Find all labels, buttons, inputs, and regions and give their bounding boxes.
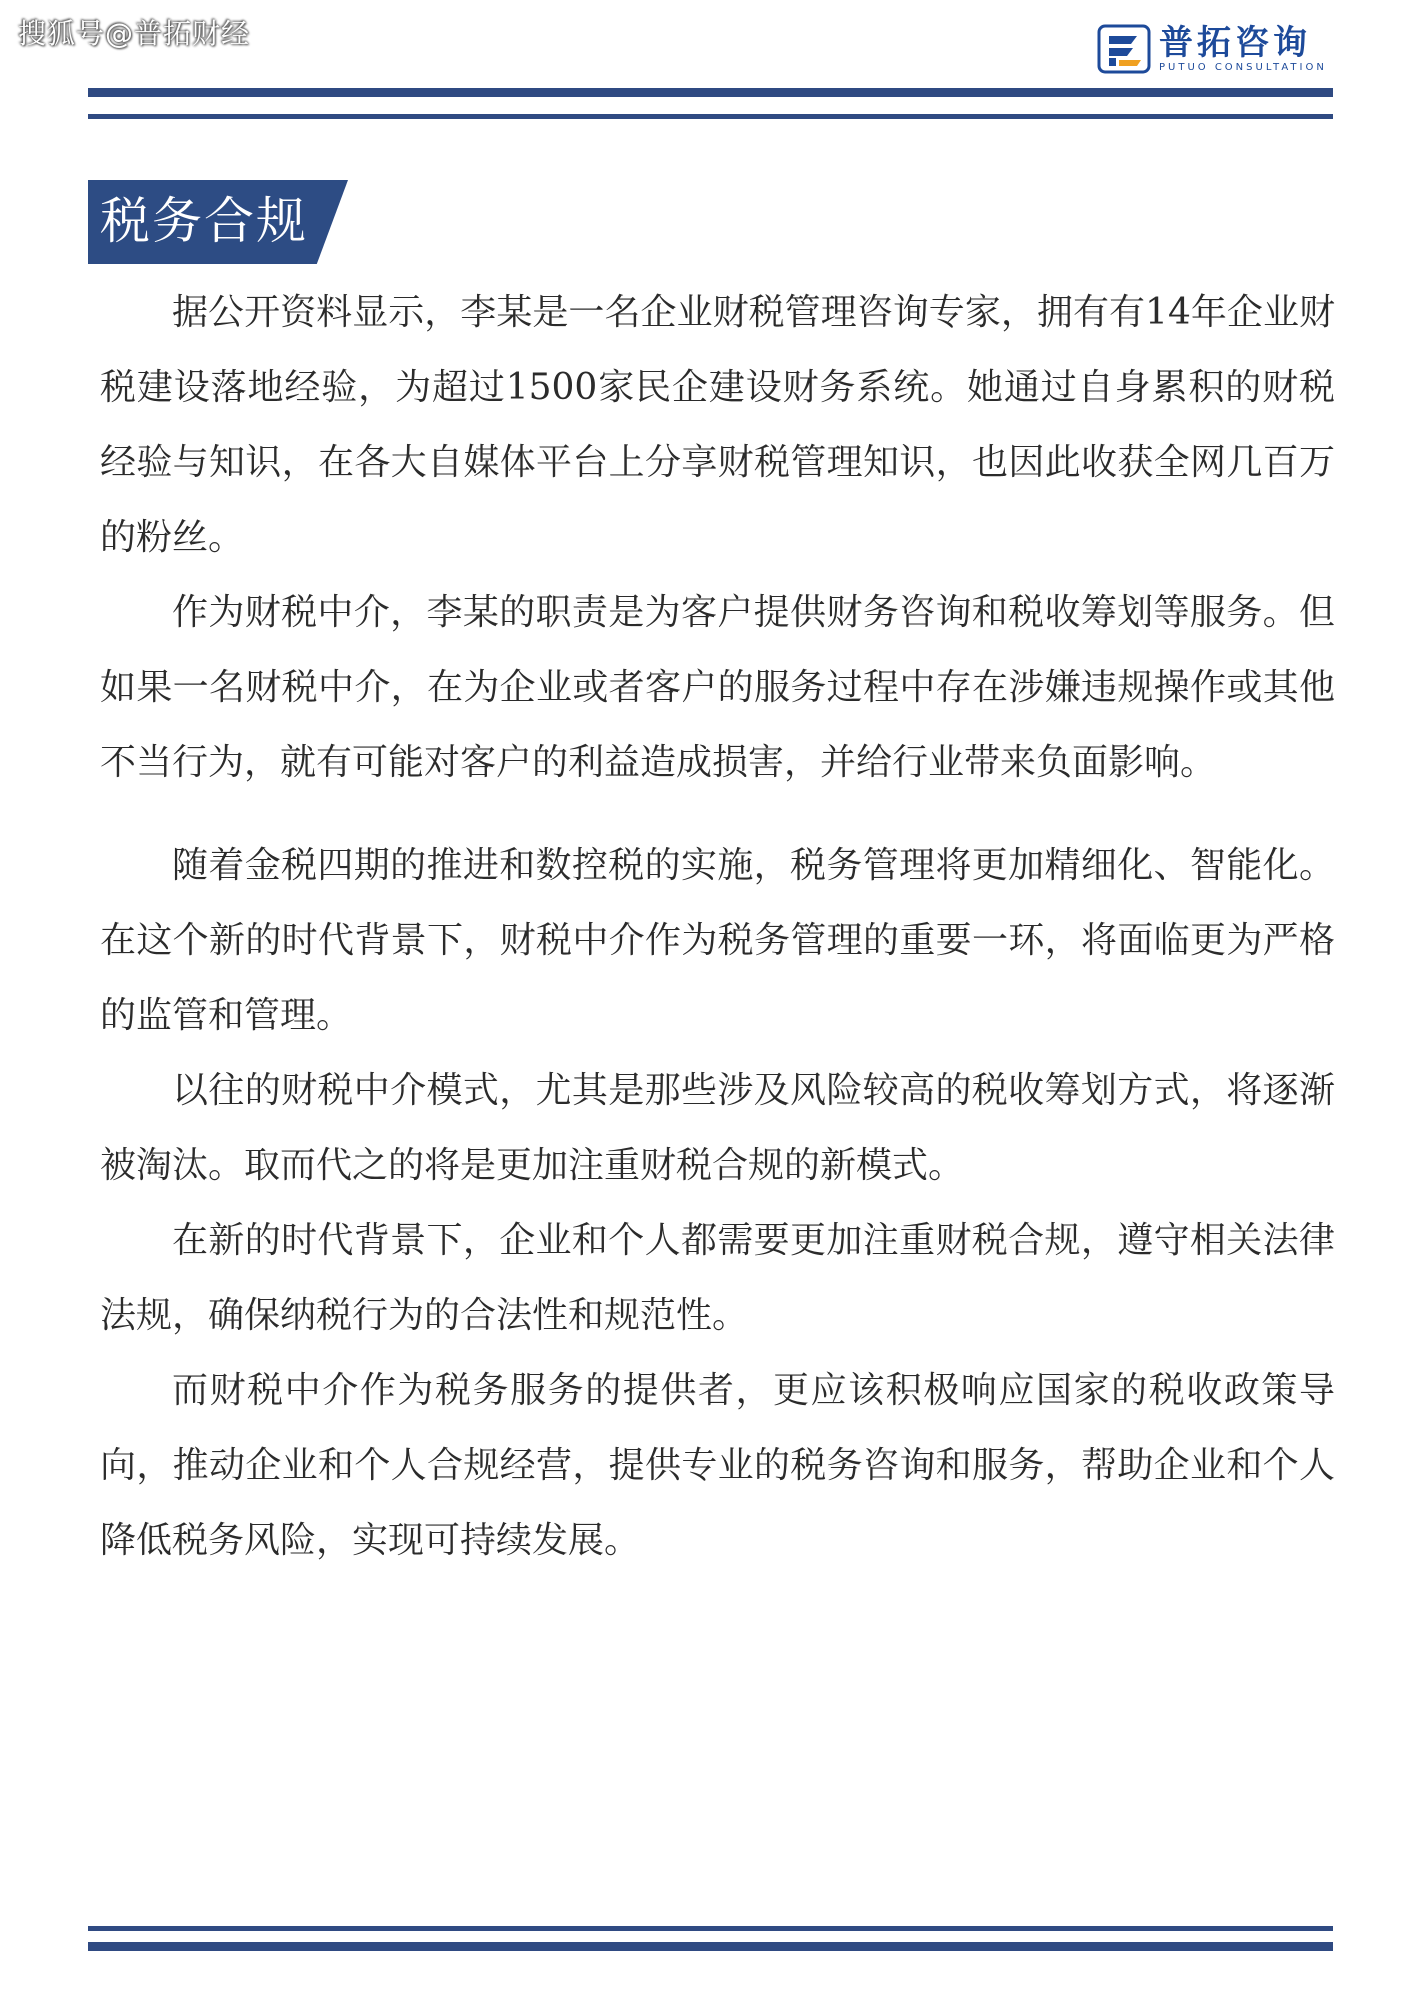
article-body [100, 275, 1335, 1578]
header-rule-thin [88, 114, 1333, 119]
paragraph: 作为财税中介，李某的职责是为客户提供财务咨询和税收筹划等服务。但如果一名财税中介，在为企业或者客户的服务过程中存在涉嫌违规操作或其他不当行为，就有可能对客户的利益造成损害，并给行业带来负面影响。 [100, 592, 1335, 783]
footer-rule-thin [88, 1926, 1333, 1931]
paragraph: 随着金税四期的推进和数控税的实施，税务管理将更加精细化、智能化。在这个新的时代背景下，财税中介作为税务管理的重要一环，将面临更为严格的监管和管理。 [100, 845, 1335, 1036]
paragraph: 据公开资料显示，李某是一名企业财税管理咨询专家，拥有有14年企业财税建设落地经验，为超过1500家民企建设财务系统。她通过自身累积的财税经验与知识，在各大自媒体平台上分享财税管理知识，也因此收获全网几百万的粉丝。 [100, 292, 1335, 558]
paragraph: 以往的财税中介模式，尤其是那些涉及风险较高的税收筹划方式，将逐渐被淘汰。取而代之的将是更加注重财税合规的新模式。 [100, 1070, 1335, 1186]
company-logo [1097, 24, 1327, 74]
footer-rule-thick [88, 1942, 1333, 1951]
logo-name-en: PUTUO CONSULTATION [1159, 62, 1327, 73]
watermark: 搜狐号@普拓财经 [18, 17, 251, 50]
paragraph: 而财税中介作为税务服务的提供者，更应该积极响应国家的税收政策导向，推动企业和个人合规经营，提供专业的税务咨询和服务，帮助企业和个人降低税务风险，实现可持续发展。 [100, 1370, 1335, 1561]
header-rule-thick [88, 88, 1333, 97]
section-title: 税务合规 [100, 192, 308, 250]
logo-name-cn: 普拓咨询 [1159, 23, 1311, 63]
putuo-logo-icon [1097, 24, 1151, 74]
paragraph: 在新的时代背景下，企业和个人都需要更加注重财税合规，遵守相关法律法规，确保纳税行为的合法性和规范性。 [100, 1220, 1335, 1336]
